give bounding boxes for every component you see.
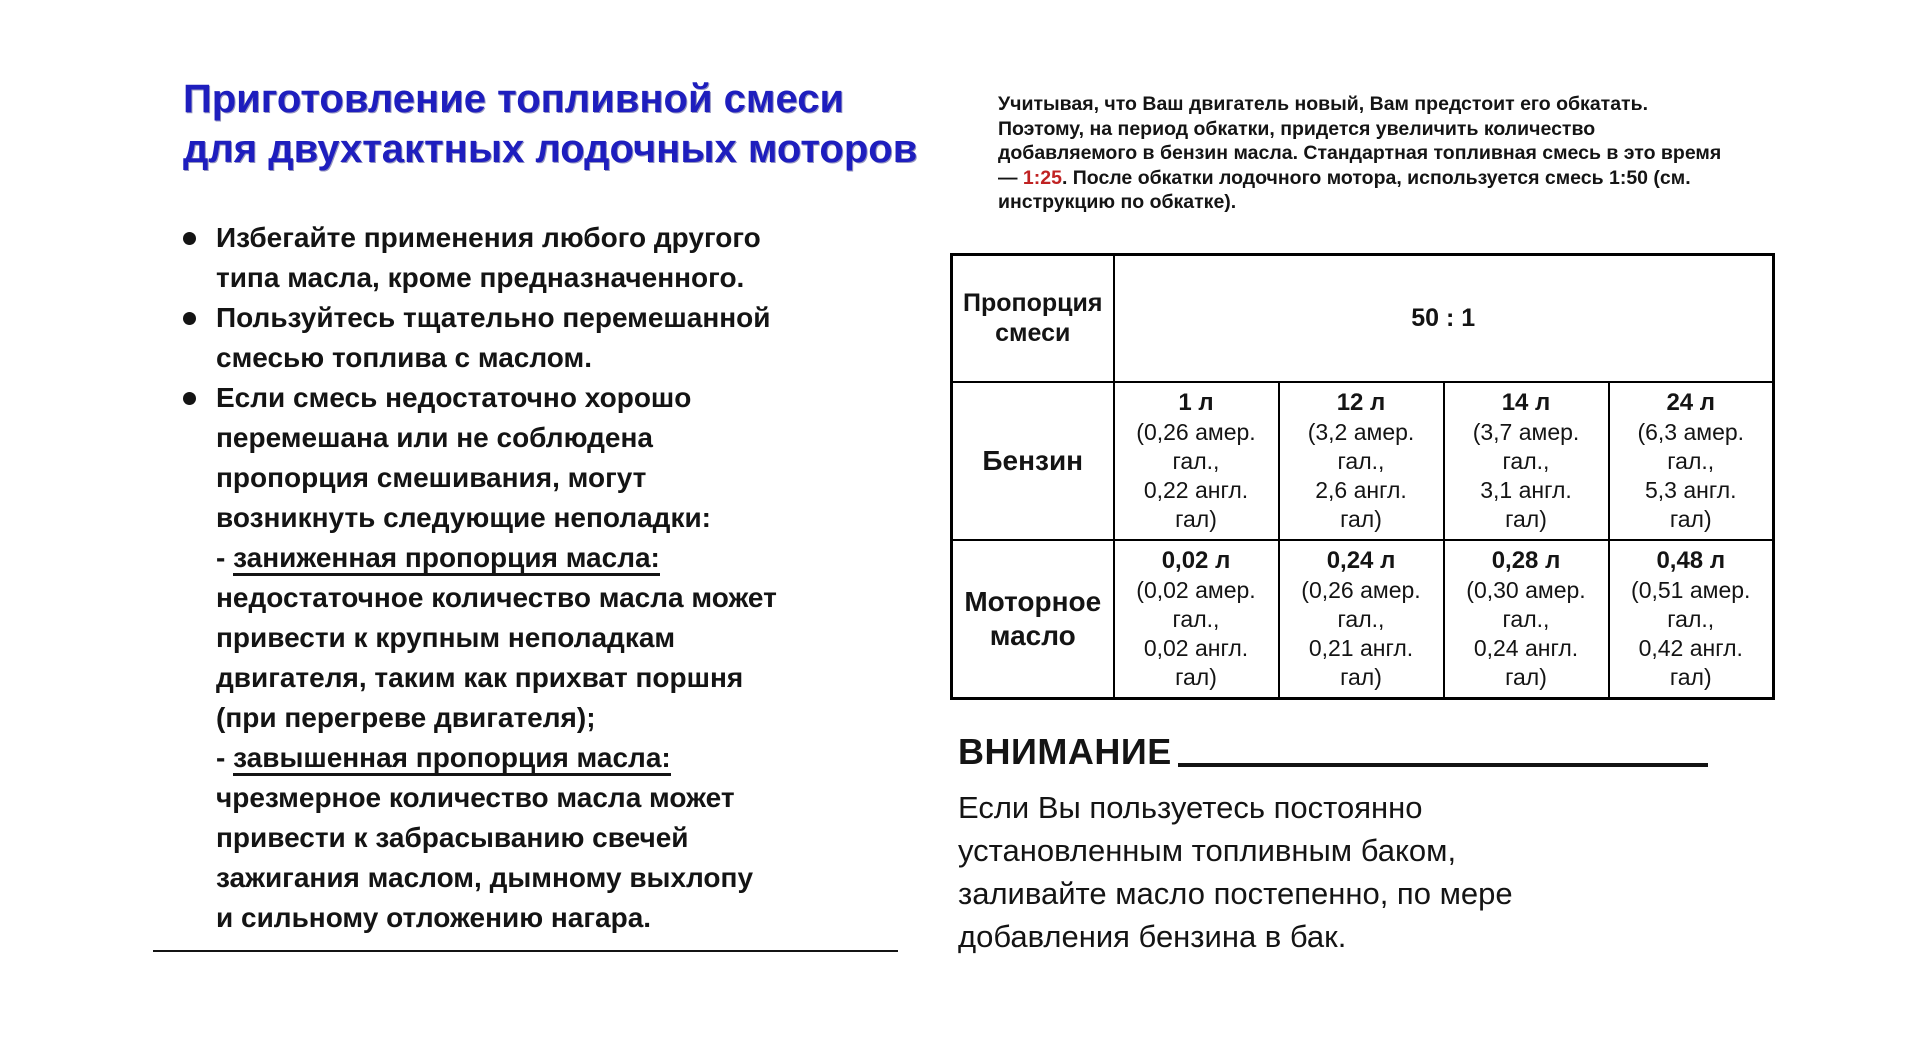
page-title xyxy=(183,74,917,174)
bullet3-line: чрезмерное количество масла может xyxy=(216,782,735,813)
low-oil-proportion-line xyxy=(216,538,777,578)
motor-oil-detail: гал., xyxy=(1172,605,1220,632)
list-item xyxy=(183,378,777,938)
attention-note xyxy=(958,786,1513,958)
gasoline-detail: 5,3 англ. xyxy=(1644,476,1737,503)
attention-note-line: установленным топливным баком, xyxy=(958,833,1457,868)
page-title-line-1: Приготовление топливной смеси xyxy=(183,77,845,121)
gasoline-amount: 1 л xyxy=(1178,388,1214,416)
low-oil-proportion-underlined: заниженная пропорция масла: xyxy=(233,542,660,576)
bullet3-line: недостаточное количество масла может xyxy=(216,582,777,613)
bullet3-line: (при перегреве двигателя); xyxy=(216,702,596,733)
break-in-note-line xyxy=(998,166,1721,191)
table-row xyxy=(952,382,1774,540)
motor-oil-detail: гал) xyxy=(1340,663,1382,690)
precautions-list xyxy=(183,218,777,938)
gasoline-detail: 3,1 англ. xyxy=(1480,476,1572,503)
gasoline-detail: (3,7 амер. xyxy=(1472,418,1580,445)
motor-oil-cell xyxy=(1444,540,1609,699)
gasoline-detail: гал) xyxy=(1505,505,1547,532)
motor-oil-detail: гал., xyxy=(1337,605,1385,632)
break-in-note-continuation: . После обкатки лодочного мотора, используется смесь 1:50 (см. xyxy=(1061,166,1691,189)
motor-oil-row-label: Моторное масло xyxy=(952,540,1114,699)
motor-oil-detail: 0,42 англ. xyxy=(1638,634,1743,661)
mixture-ratio-value: 50 : 1 xyxy=(1114,255,1774,382)
bullet-dot-icon xyxy=(183,392,196,405)
gasoline-detail: гал., xyxy=(1502,447,1550,474)
gasoline-detail: гал) xyxy=(1175,505,1217,532)
bullet3-line: зажигания маслом, дымному выхлопу xyxy=(216,862,754,893)
motor-oil-amount: 0,28 л xyxy=(1491,546,1561,574)
gasoline-detail: (3,2 амер. xyxy=(1307,418,1415,445)
page-title-line-2: для двухтактных лодочных моторов xyxy=(183,127,918,171)
mixture-proportion-header: Пропорция смеси xyxy=(952,255,1114,382)
bullet1-line: Избегайте применения любого другого xyxy=(216,222,761,253)
gasoline-cell xyxy=(1279,382,1444,540)
fuel-mixture-table xyxy=(950,253,1775,700)
motor-oil-amount: 0,02 л xyxy=(1161,546,1231,574)
attention-note-line: заливайте масло постепенно, по мере xyxy=(958,876,1513,911)
motor-oil-amount: 0,48 л xyxy=(1656,546,1726,574)
break-in-note-line: инструкцию по обкатке). xyxy=(998,191,1237,213)
motor-oil-detail: гал., xyxy=(1667,605,1715,632)
gasoline-amount: 14 л xyxy=(1501,388,1551,416)
high-oil-proportion-underlined: завышенная пропорция масла: xyxy=(233,742,671,776)
high-oil-proportion-line xyxy=(216,738,777,778)
attention-note-line: Если Вы пользуетесь постоянно xyxy=(958,790,1423,825)
break-in-note-line: Поэтому, на период обкатки, придется увеличить количество xyxy=(998,117,1596,140)
motor-oil-detail: гал) xyxy=(1505,663,1547,690)
gasoline-detail: 2,6 англ. xyxy=(1315,476,1407,503)
bullet-dot-icon xyxy=(183,312,196,325)
gasoline-detail: гал) xyxy=(1669,505,1712,532)
motor-oil-cell xyxy=(1279,540,1444,699)
attention-label: ВНИМАНИЕ xyxy=(958,731,1172,772)
bullet3-line: и сильному отложению нагара. xyxy=(216,902,652,933)
list-item xyxy=(183,298,777,378)
bullet3-line: Если смесь недостаточно хорошо xyxy=(216,382,692,413)
bullet1-line: типа масла, кроме предназначенного. xyxy=(216,262,745,293)
gasoline-amount: 24 л xyxy=(1666,388,1716,416)
gasoline-detail: гал) xyxy=(1340,505,1382,532)
motor-oil-cell xyxy=(1609,540,1774,699)
attention-note-line: добавления бензина в бак. xyxy=(958,919,1347,954)
motor-oil-detail: гал) xyxy=(1669,663,1712,690)
motor-oil-detail: (0,02 амер. xyxy=(1136,576,1256,603)
bullet3-line: пропорция смешивания, могут xyxy=(216,462,647,493)
gasoline-row-label: Бензин xyxy=(952,382,1114,540)
attention-heading xyxy=(958,731,1708,773)
gasoline-detail: гал., xyxy=(1337,447,1385,474)
gasoline-amount: 12 л xyxy=(1336,388,1386,416)
bullet3-line: перемешана или не соблюдена xyxy=(216,422,653,453)
left-column-divider xyxy=(153,950,898,952)
motor-oil-amount: 0,24 л xyxy=(1326,546,1396,574)
motor-oil-detail: гал) xyxy=(1175,663,1217,690)
attention-underline xyxy=(1178,763,1708,767)
motor-oil-cell xyxy=(1114,540,1279,699)
gasoline-cell xyxy=(1444,382,1609,540)
motor-oil-detail: (0,51 амер. xyxy=(1631,576,1751,603)
bullet3-line: двигателя, таким как прихват поршня xyxy=(216,662,744,693)
dash: - xyxy=(216,542,234,573)
bullet3-line: возникнуть следующие неполадки: xyxy=(216,502,712,533)
table-row xyxy=(952,255,1774,382)
gasoline-detail: гал., xyxy=(1172,447,1220,474)
motor-oil-detail: 0,21 англ. xyxy=(1308,634,1414,661)
break-in-note-line: Учитывая, что Ваш двигатель новый, Вам предстоит его обкатать. xyxy=(998,93,1649,115)
motor-oil-detail: 0,24 англ. xyxy=(1473,634,1579,661)
bullet2-line: смесью топлива с маслом. xyxy=(216,342,593,373)
bullet-dot-icon xyxy=(183,232,196,245)
gasoline-detail: (6,3 амер. xyxy=(1637,418,1745,445)
gasoline-cell xyxy=(1114,382,1279,540)
gasoline-detail: гал., xyxy=(1667,447,1715,474)
bullet3-line: привести к забрасыванию свечей xyxy=(216,822,689,853)
motor-oil-detail: (0,26 амер. xyxy=(1301,576,1421,603)
motor-oil-detail: 0,02 англ. xyxy=(1143,634,1249,661)
motor-oil-detail: (0,30 амер. xyxy=(1466,576,1586,603)
gasoline-cell xyxy=(1609,382,1774,540)
gasoline-detail: 0,22 англ. xyxy=(1143,476,1249,503)
table-row xyxy=(952,540,1774,699)
break-in-ratio-value: 1:25 xyxy=(1022,166,1062,189)
list-item xyxy=(183,218,777,298)
bullet2-line: Пользуйтесь тщательно перемешанной xyxy=(216,302,771,333)
break-in-note xyxy=(998,92,1721,215)
bullet3-line: привести к крупным неполадкам xyxy=(216,622,676,653)
motor-oil-detail: гал., xyxy=(1502,605,1550,632)
gasoline-detail: (0,26 амер. xyxy=(1136,418,1256,445)
dash: - xyxy=(216,742,234,773)
break-in-note-line: добавляемого в бензин масла. Стандартная топливная смесь в это время xyxy=(998,142,1722,164)
dash: — xyxy=(998,166,1023,189)
